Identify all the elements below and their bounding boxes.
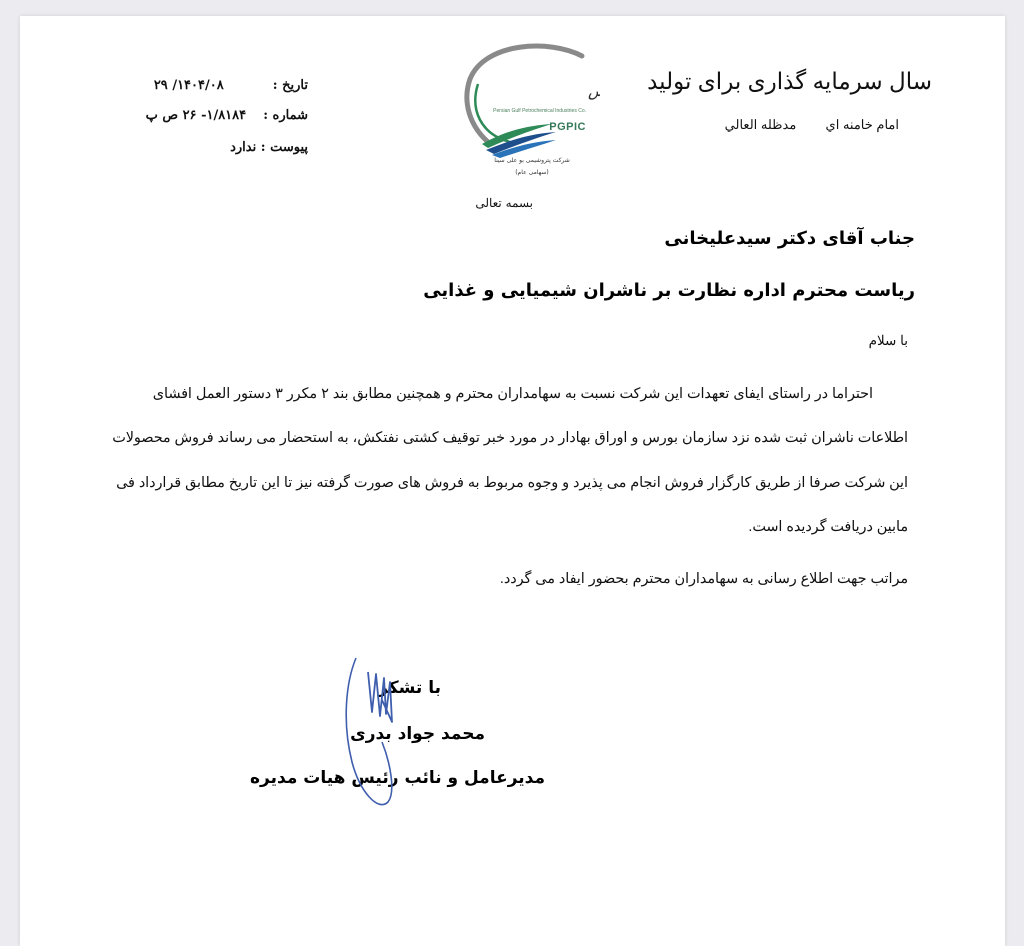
logo-subsidiary-type: (سهامی عام): [515, 169, 549, 176]
recipient-name: جناب آقای دکتر سیدعلیخانی: [664, 228, 915, 249]
body-line: این شرکت صرفا از طریق کارگزار فروش انجام می پذیرد و وجوه مربوط به فروش های صورت گرفته نیز تا این تاریخ مطابق قرارداد فی: [116, 475, 908, 491]
body-line: مابین دریافت گردیده است.: [748, 519, 908, 535]
date-label: تاریخ :: [272, 78, 308, 93]
signer-title: مدیرعامل و نائب رئیس هیات مدیره: [250, 768, 545, 788]
number-value: ۱/۸۱۸۴- ۲۶ ص پ: [145, 108, 247, 123]
logo-name-fa: [588, 82, 600, 100]
bismillah: بسمه تعالی: [475, 196, 533, 210]
leader-honorific: مدظله العالي: [724, 117, 797, 132]
year-slogan: سال سرمایه گذاری برای تولید: [647, 68, 932, 94]
body-line: اطلاعات ناشران ثبت شده نزد سازمان بورس و اوراق بهادار در مورد خبر توقیف کشتی نفتکش، به استحضار می رساند فروش محصولات: [112, 430, 908, 446]
recipient-title: ریاست محترم اداره نظارت بر ناشران شیمیایی و غذایی: [423, 280, 915, 301]
date-value: ۱۴۰۴/۰۸/ ۲۹: [153, 78, 224, 93]
meta-attachment: [230, 140, 308, 155]
company-logo: [440, 34, 600, 184]
body-line: مراتب جهت اطلاع رسانی به سهامداران محترم بحضور ایفاد می گردد.: [499, 571, 908, 587]
number-label: شماره :: [263, 108, 308, 123]
greeting: با سلام: [868, 333, 908, 348]
leader-line: [725, 117, 899, 133]
meta-date: [154, 78, 308, 93]
logo-graphic: [440, 34, 600, 184]
logo-subsidiary: شرکت پتروشیمی بو علی سینا: [494, 157, 570, 164]
logo-abbr: PGPIC: [549, 121, 586, 133]
attachment-value: ندارد: [230, 140, 257, 155]
logo-name-en: Persian Gulf Petrochemical Industries Co.: [493, 108, 586, 114]
attachment-label: پیوست :: [260, 140, 308, 155]
body-line: احتراما در راستای ایفای تعهدات این شرکت نسبت به سهامداران محترم و همچنین مطابق بند ۲ مکرر ۳ دستور العمل افشای: [152, 386, 873, 402]
letter-page: [20, 16, 1005, 946]
closing-thanks: با تشکر: [378, 678, 441, 698]
signer-name: محمد جواد بدری: [350, 724, 485, 744]
meta-number: [146, 108, 308, 123]
leader-name: امام خامنه اي: [825, 117, 899, 132]
